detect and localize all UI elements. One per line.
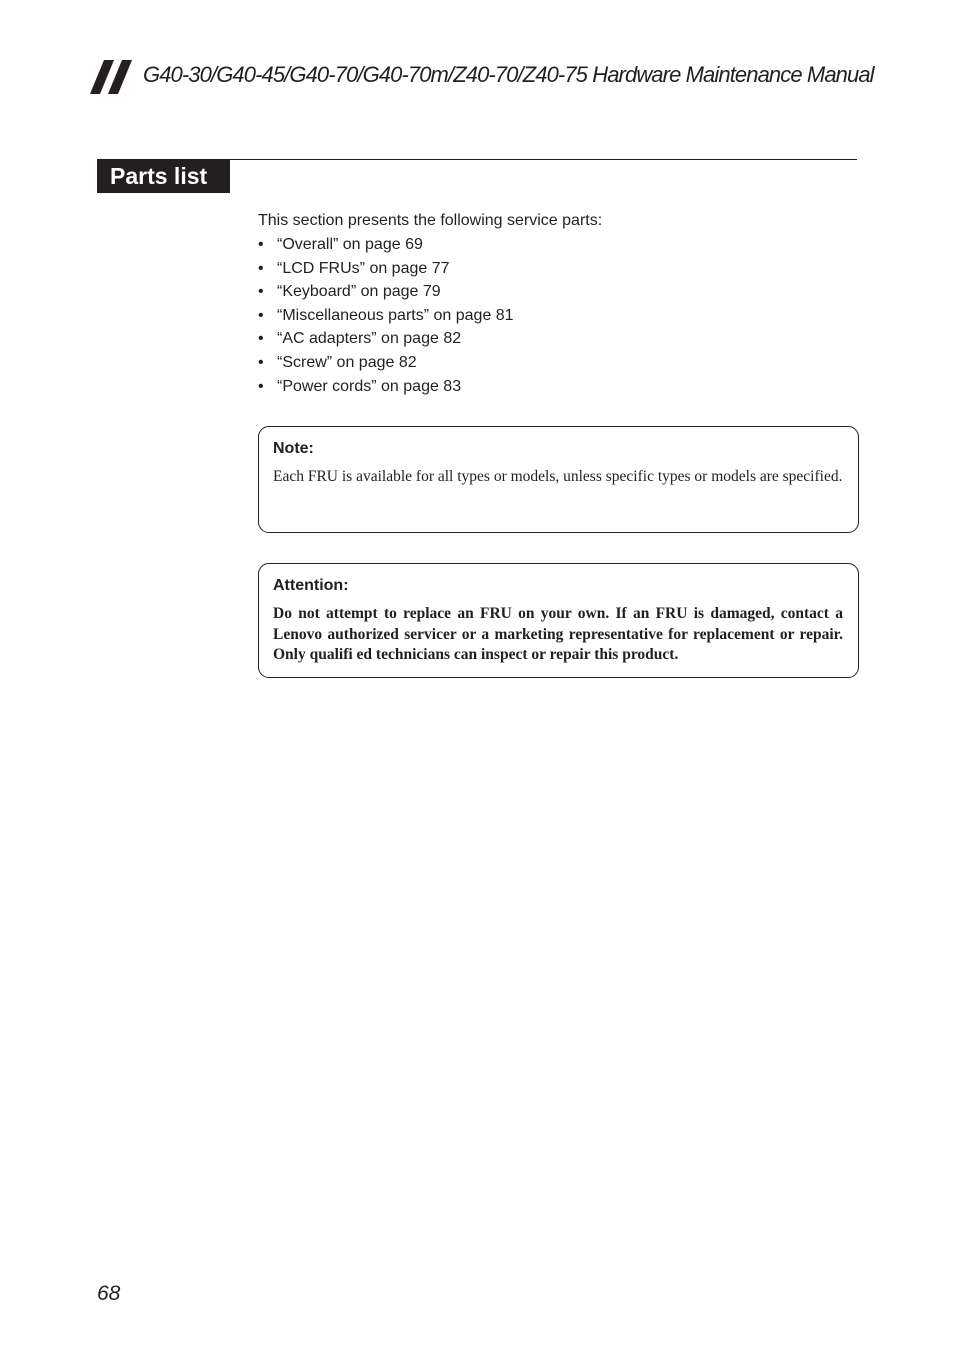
section-title: Parts list xyxy=(97,160,230,193)
attention-heading: Attention: xyxy=(273,577,349,594)
part-link[interactable]: “Overall” on page 69 xyxy=(277,236,423,253)
attention-box xyxy=(258,563,859,678)
page-number: 68 xyxy=(97,1282,121,1305)
attention-body: Do not attempt to replace an FRU on your own. If an FRU is damaged, contact a Lenovo authorized servicer or a marketing representative for replacement or repair. Only qualifi ed technicians can inspect or repair this product. xyxy=(273,605,843,663)
bullet: • xyxy=(258,377,264,395)
list-item[interactable] xyxy=(258,353,514,377)
list-item[interactable] xyxy=(258,235,514,259)
part-link[interactable]: “Miscellaneous parts” on page 81 xyxy=(277,306,514,324)
bullet: • xyxy=(258,236,264,253)
list-item[interactable] xyxy=(258,306,514,330)
list-item[interactable] xyxy=(258,282,514,306)
note-heading: Note: xyxy=(273,440,314,457)
double-slash-mark-icon xyxy=(90,60,136,94)
bullet: • xyxy=(258,353,264,371)
list-item[interactable] xyxy=(258,377,514,401)
intro-text: This section presents the following service parts: xyxy=(258,212,603,229)
part-link[interactable]: “Power cords” on page 83 xyxy=(277,377,462,395)
part-link[interactable]: “Keyboard” on page 79 xyxy=(277,283,441,301)
bullet: • xyxy=(258,306,264,324)
parts-list xyxy=(258,235,514,400)
list-item[interactable] xyxy=(258,259,514,283)
manual-title: G40-30/G40-45/G40-70/G40-70m/Z40-70/Z40-75 Hardware Maintenance Manual xyxy=(143,62,874,87)
bullet: • xyxy=(258,259,264,277)
part-link[interactable]: “Screw” on page 82 xyxy=(277,353,417,371)
note-box xyxy=(258,426,859,533)
part-link[interactable]: “LCD FRUs” on page 77 xyxy=(277,259,450,277)
part-link[interactable]: “AC adapters” on page 82 xyxy=(277,330,462,348)
bullet: • xyxy=(258,330,264,348)
note-body: Each FRU is available for all types or models, unless specific types or models are specified. xyxy=(273,468,843,485)
list-item[interactable] xyxy=(258,329,514,353)
bullet: • xyxy=(258,283,264,301)
